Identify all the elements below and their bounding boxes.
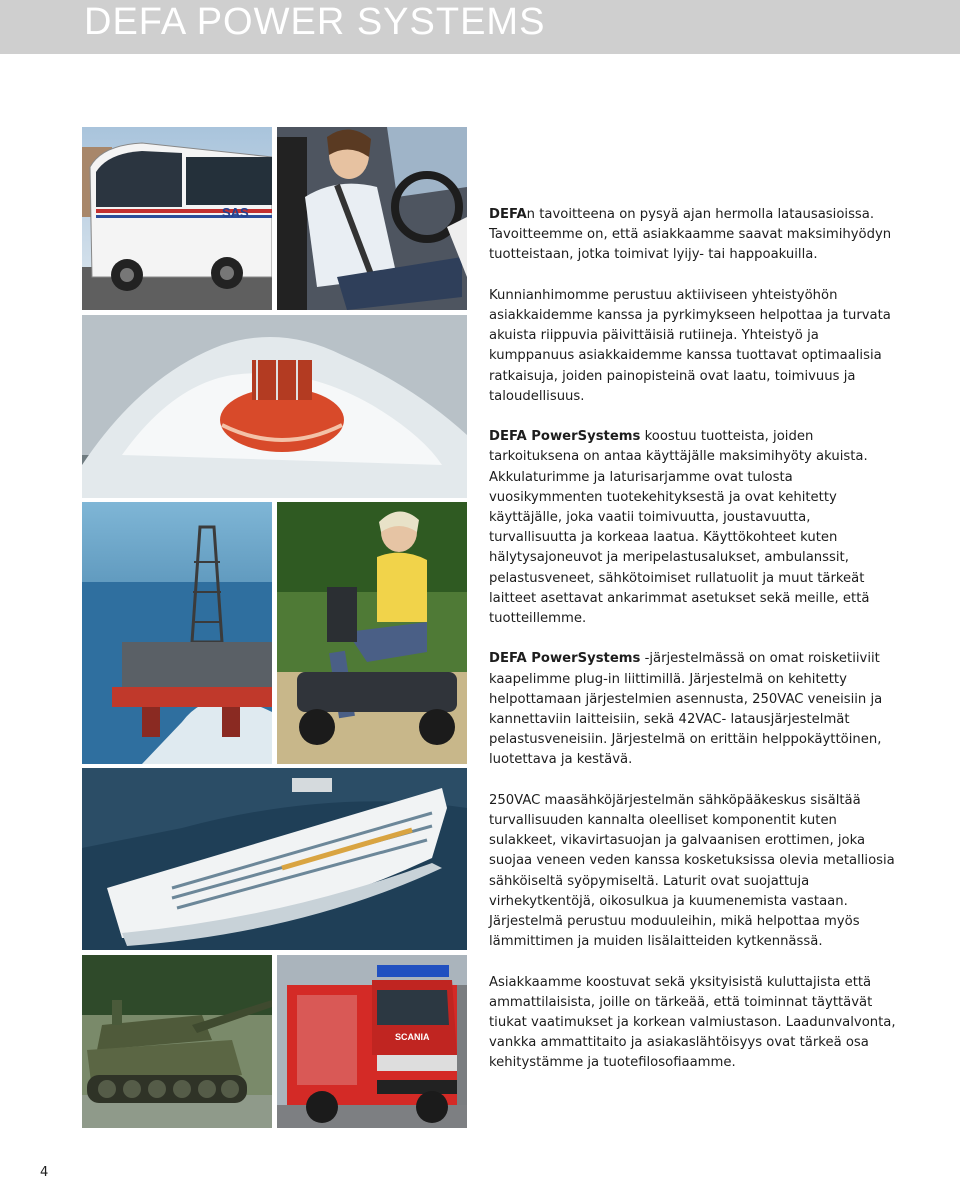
page-title: DEFA POWER SYSTEMS xyxy=(84,1,546,43)
paragraph-cooperation: Kunnianhimomme perustuu aktiiviseen yhteistyöhön asiakkaidemme kanssa ja pyrkimykseen helpottaa ja turvata akuista riippuvia päivittäisiä rutiineja. Yhteistyö ja kumppanuus asiakkaidemme kanssa tuottavat optimaalisia ratkaisuja, joiden painopisteinä ovat laatu, toimivuus ja taloudellisuus. xyxy=(489,287,891,404)
tank-photo xyxy=(82,955,272,1128)
lifeboat-splash-photo xyxy=(82,315,467,498)
paragraph-intro: DEFAn tavoitteena on pysyä ajan hermolla latausasioissa. Tavoitteemme on, että asiakkaamme saavat maksimihyödyn tuotteistaan, jotka toimivat lyijy- tai happoakuilla. xyxy=(489,207,892,263)
woman-seatbelt-photo xyxy=(277,127,467,310)
brand-name: DEFA xyxy=(489,207,527,222)
cruise-ship-photo xyxy=(82,768,467,950)
brand-name: DEFA PowerSystems xyxy=(489,651,641,667)
bus-photo xyxy=(82,127,272,310)
mobility-scooter-photo xyxy=(277,502,467,764)
oil-rig-photo xyxy=(82,502,272,764)
paragraph-250vac: 250VAC maasähköjärjestelmän sähköpääkeskus sisältää turvallisuuden kannalta oleelliset komponentit kuten sulakkeet, vikavirtasuojan ja galvaanisen erottimen, joka suojaa veneen veden kanssa kosketuksissa olevia metalliosia sähköiseltä syöpymiseltä. Laturit ovat suojattuja virhekytkentöjä, oikosulkua ja kuumenemista vastaan. Järjestelmä perustuu moduuleihin, mikä helpottaa myös lämmittimen ja muiden lisälaitteiden kytkennässä. xyxy=(489,792,895,950)
body-text xyxy=(489,205,899,1094)
bus-logo-text: SAS xyxy=(222,205,249,220)
paragraph-customers: Asiakkaamme koostuvat sekä yksityisistä kuluttajista että ammattilaisista, joille on tärkeää, että toiminnat täyttävät tiukat vaatimukset ja korkean valmiustason. Laadunvalvonta, vankka ammattitaito ja asiakaslähtöisyys ovat tärkeä osa kehitystämme ja tuotefilosofiaamme. xyxy=(489,974,896,1071)
page-number: 4 xyxy=(40,1165,49,1180)
fire-truck-photo xyxy=(277,955,467,1128)
header-band xyxy=(0,0,960,54)
paragraph-products: DEFA PowerSystems koostuu tuotteista, joiden tarkoituksena on antaa käyttäjälle maksimihyöty akuista. Akkulaturimme ja laturisarjamme ovat tulosta vuosikymmenten tuotekehityksestä ja ovat kehitetty käyttäjälle, joka vaatii toimivuutta, joustavuutta, turvallisuutta ja korkeaa laatua. Käyttökohteet kuten hälytysajoneuvot ja meripelastusalukset, ambulanssit, pelastusveneet, sähkötoimiset rullatuolit ja muut tärkeät laitteet asettavat ankarimmat asetukset sekä meille, että tuotteillemme. xyxy=(489,429,870,627)
brand-name: DEFA PowerSystems xyxy=(489,429,641,445)
paragraph-system: DEFA PowerSystems -järjestelmässä on omat roisketiiviit kaapelimme plug-in liittimillä. Järjestelmä on kehitetty helpottamaan järjestelmien asennusta, 250VAC veneisiin ja kannettaviin laitteisiin, sekä 42VAC- latausjärjestelmät pelastusveneisiin. Järjestelmä on erittäin helppokäyttöinen, luotettava ja kestävä. xyxy=(489,651,883,768)
truck-logo-text: SCANIA xyxy=(395,1032,430,1042)
